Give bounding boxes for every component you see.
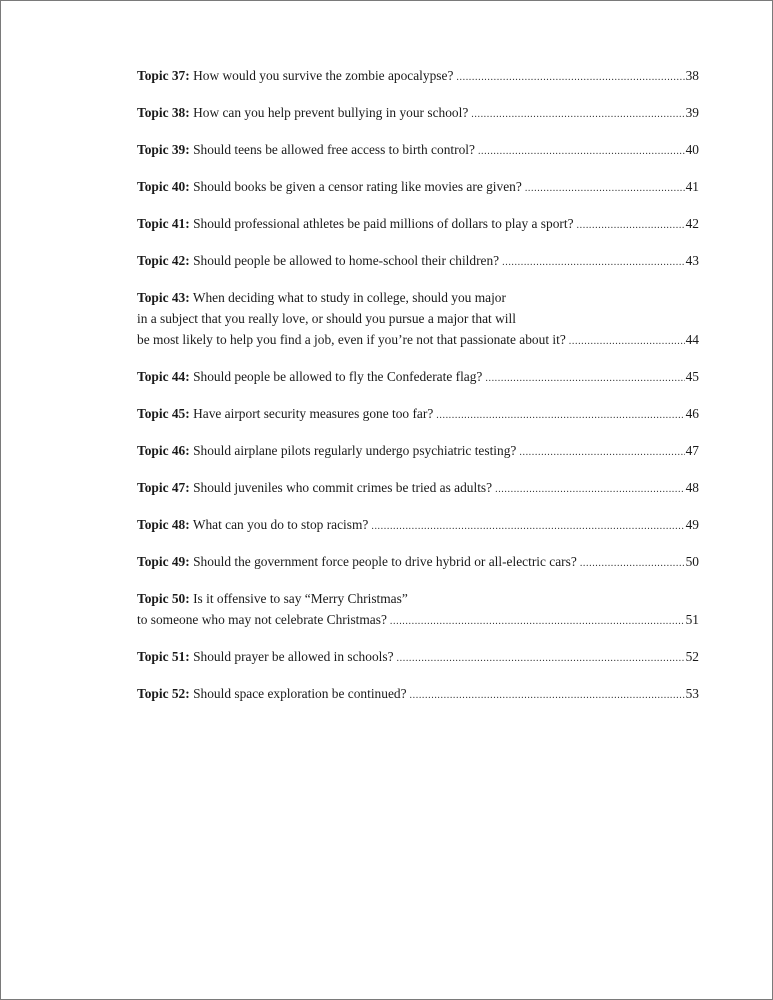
toc-entry[interactable] xyxy=(137,65,699,86)
dot-leader xyxy=(471,104,684,125)
topic-title: When deciding what to study in college, should you major xyxy=(192,290,506,305)
topic-label: Topic 41: xyxy=(137,216,190,231)
topic-label: Topic 48: xyxy=(137,517,190,532)
page-number[interactable]: 46 xyxy=(685,406,699,421)
toc-entry-text xyxy=(137,551,577,572)
page-number[interactable]: 41 xyxy=(685,179,699,194)
dot-leader xyxy=(577,215,685,236)
toc-entry-text xyxy=(137,308,516,329)
topic-title: Should books be given a censor rating like movies are given? xyxy=(193,179,522,194)
toc-entry[interactable] xyxy=(137,551,699,572)
page-number[interactable]: 52 xyxy=(685,649,699,664)
toc-entry-text xyxy=(137,646,394,667)
toc-entry-text xyxy=(137,213,574,234)
topic-title: Should people be allowed to fly the Confederate flag? xyxy=(193,369,483,384)
toc-entry-text xyxy=(137,366,482,387)
toc-entry-line xyxy=(137,308,699,329)
toc-entry-line xyxy=(137,683,699,704)
toc-entry-line xyxy=(137,646,699,667)
toc-entry-text xyxy=(137,250,499,271)
topic-label: Topic 49: xyxy=(137,554,190,569)
topic-title: Should space exploration be continued? xyxy=(193,686,407,701)
dot-leader xyxy=(525,178,685,199)
toc-entry-line xyxy=(137,250,699,271)
toc-entry[interactable] xyxy=(137,102,699,123)
toc-entry-text xyxy=(137,477,492,498)
topic-label: Topic 46: xyxy=(137,443,190,458)
dot-leader xyxy=(410,685,685,706)
toc-entry-line xyxy=(137,440,699,461)
topic-title: Should people be allowed to home-school their children? xyxy=(193,253,500,268)
toc-entry-line xyxy=(137,176,699,197)
dot-leader xyxy=(580,553,685,574)
toc-entry-line xyxy=(137,329,699,350)
toc-entry-line xyxy=(137,588,699,609)
page-number[interactable]: 53 xyxy=(685,686,699,701)
dot-leader xyxy=(456,67,684,88)
toc-entry-text xyxy=(137,139,475,160)
toc-entry[interactable] xyxy=(137,250,699,271)
page-number[interactable]: 50 xyxy=(685,554,699,569)
topic-title: Is it offensive to say “Merry Christmas” xyxy=(193,591,408,606)
toc-entry-text xyxy=(137,588,408,609)
topic-title: How would you survive the zombie apocalypse? xyxy=(193,68,454,83)
topic-label: Topic 51: xyxy=(137,649,190,664)
topic-title: Should professional athletes be paid millions of dollars to play a sport? xyxy=(193,216,574,231)
page-number[interactable]: 43 xyxy=(685,253,699,268)
toc-entry-line xyxy=(137,477,699,498)
toc-entry-line xyxy=(137,366,699,387)
topic-title: Should teens be allowed free access to birth control? xyxy=(193,142,475,157)
toc-entry-line xyxy=(137,213,699,234)
topic-label: Topic 50: xyxy=(137,591,190,606)
toc-entry[interactable] xyxy=(137,287,699,350)
page-number[interactable]: 45 xyxy=(685,369,699,384)
toc-entry[interactable] xyxy=(137,588,699,630)
topic-label: Topic 43: xyxy=(137,290,190,305)
toc-entry-line xyxy=(137,514,699,535)
toc-entry[interactable] xyxy=(137,176,699,197)
toc-entry-text xyxy=(137,683,407,704)
topic-title: Have airport security measures gone too far? xyxy=(193,406,434,421)
topic-label: Topic 44: xyxy=(137,369,190,384)
dot-leader xyxy=(569,331,685,352)
toc-entry-line xyxy=(137,551,699,572)
topic-title: Should airplane pilots regularly undergo psychiatric testing? xyxy=(193,443,517,458)
topic-label: Topic 39: xyxy=(137,142,190,157)
dot-leader xyxy=(397,648,685,669)
dot-leader xyxy=(485,368,684,389)
page-number[interactable]: 42 xyxy=(685,216,699,231)
toc-entry[interactable] xyxy=(137,366,699,387)
topic-title: to someone who may not celebrate Christmas? xyxy=(137,612,387,627)
toc-entry[interactable] xyxy=(137,213,699,234)
topic-title: Should juveniles who commit crimes be tried as adults? xyxy=(193,480,493,495)
toc-entry-text xyxy=(137,65,453,86)
toc-entry-line xyxy=(137,102,699,123)
page-number[interactable]: 49 xyxy=(685,517,699,532)
dot-leader xyxy=(495,479,685,500)
topic-label: Topic 40: xyxy=(137,179,190,194)
topic-label: Topic 37: xyxy=(137,68,190,83)
dot-leader xyxy=(436,405,684,426)
topic-label: Topic 52: xyxy=(137,686,190,701)
topic-label: Topic 45: xyxy=(137,406,190,421)
topic-label: Topic 47: xyxy=(137,480,190,495)
toc-entry[interactable] xyxy=(137,139,699,160)
page-number[interactable]: 48 xyxy=(685,480,699,495)
topic-title: Should prayer be allowed in schools? xyxy=(193,649,394,664)
toc-entry[interactable] xyxy=(137,440,699,461)
toc-entry-text xyxy=(137,329,566,350)
toc-entry-text xyxy=(137,440,516,461)
dot-leader xyxy=(502,252,684,273)
toc-entry-line xyxy=(137,139,699,160)
toc-entry-line xyxy=(137,65,699,86)
topic-title: How can you help prevent bullying in your school? xyxy=(193,105,469,120)
toc-entry-text xyxy=(137,176,522,197)
toc-entry[interactable] xyxy=(137,646,699,667)
page-number[interactable]: 39 xyxy=(685,105,699,120)
page-number[interactable]: 51 xyxy=(685,612,699,627)
dot-leader xyxy=(519,442,684,463)
toc-entry[interactable] xyxy=(137,683,699,704)
toc-entry-text xyxy=(137,514,368,535)
page-number[interactable]: 40 xyxy=(685,142,699,157)
page-number[interactable]: 47 xyxy=(685,443,699,458)
toc-entry-text xyxy=(137,403,433,424)
toc-entry-line xyxy=(137,287,699,308)
dot-leader xyxy=(478,141,685,162)
toc-entry-line xyxy=(137,403,699,424)
toc-entry[interactable] xyxy=(137,403,699,424)
toc-entry[interactable] xyxy=(137,514,699,535)
toc-entry[interactable] xyxy=(137,477,699,498)
page-number[interactable]: 38 xyxy=(685,68,699,83)
toc-entry-text xyxy=(137,609,387,630)
page-number[interactable]: 44 xyxy=(685,332,699,347)
topic-title: in a subject that you really love, or should you pursue a major that will xyxy=(137,311,516,326)
topic-label: Topic 38: xyxy=(137,105,190,120)
toc-entry-text xyxy=(137,287,506,308)
dot-leader xyxy=(390,611,685,632)
table-of-contents xyxy=(137,65,699,720)
topic-title: What can you do to stop racism? xyxy=(192,517,369,532)
toc-entry-line xyxy=(137,609,699,630)
dot-leader xyxy=(371,516,684,537)
topic-title: be most likely to help you find a job, even if you’re not that passionate about it? xyxy=(137,332,566,347)
topic-title: Should the government force people to drive hybrid or all-electric cars? xyxy=(193,554,577,569)
topic-label: Topic 42: xyxy=(137,253,190,268)
toc-entry-text xyxy=(137,102,468,123)
